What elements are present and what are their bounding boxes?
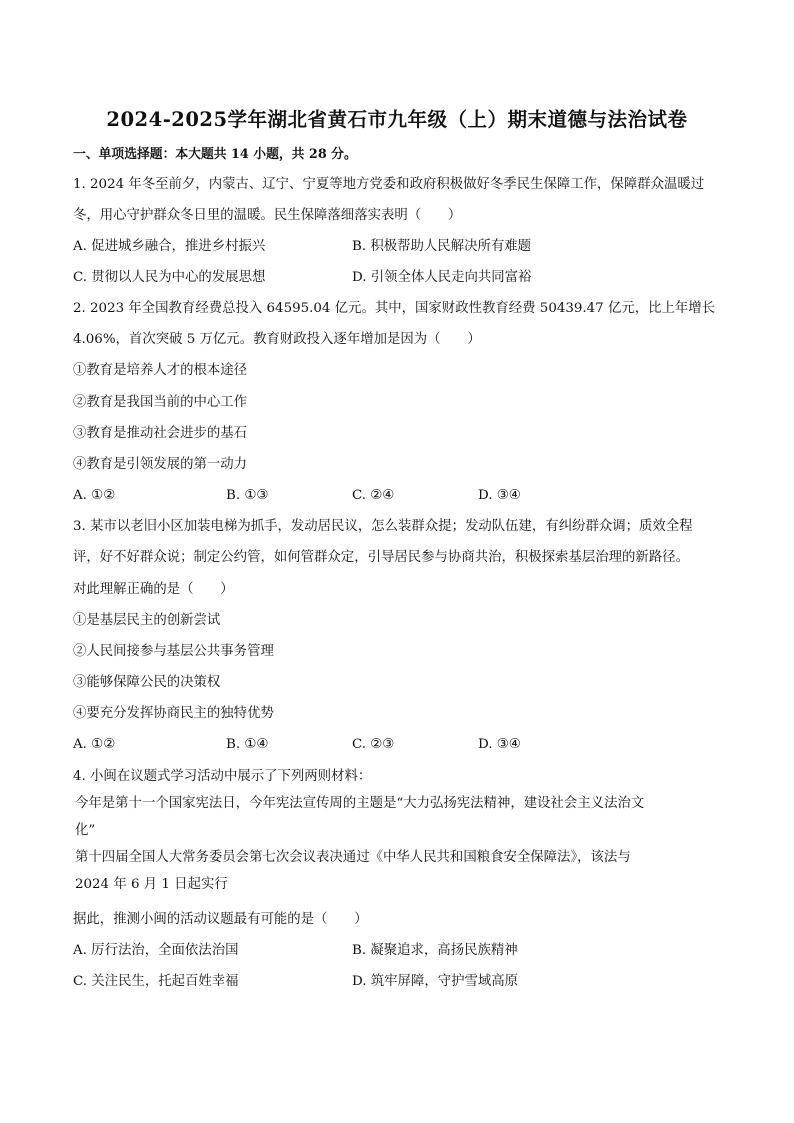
q1-option-b: B. 积极帮助人民解决所有难题 xyxy=(352,239,532,254)
q4-option-a: A. 厉行法治，全面依法治国 xyxy=(73,943,239,958)
q2-statement-2: ②教育是我国当前的中心工作 xyxy=(73,395,248,410)
q2-statement-3: ③教育是推动社会进步的基石 xyxy=(73,426,248,441)
q2-statement-1: ①教育是培养人才的根本途径 xyxy=(73,363,248,378)
q4-material-2-line-2: 2024 年 6 月 1 日起实行 xyxy=(75,877,228,892)
q4-question-line: 据此，推测小闽的活动议题最有可能的是（ ） xyxy=(73,912,368,927)
q3-stem-line-3: 对此理解正确的是（ ） xyxy=(73,582,234,597)
q2-stem-line-2: 4.06%，首次突破 5 万亿元。教育财政投入逐年增加是因为（ ） xyxy=(73,332,481,347)
q3-statement-2: ②人民间接参与基层公共事务管理 xyxy=(73,644,274,659)
q4-option-b: B. 凝聚追求，高扬民族精神 xyxy=(352,943,518,958)
q3-stem-line-2: 评，好不好群众说；制定公约管，如何管群众定，引导居民参与协商共治，积极探索基层治理的新路径。 xyxy=(73,550,689,565)
q3-statement-4: ④要充分发挥协商民主的独特优势 xyxy=(73,706,274,721)
q1-option-d: D. 引领全体人民走向共同富裕 xyxy=(352,270,532,285)
q1-stem-line-2: 冬，用心守护群众冬日里的温暖。民生保障落细落实表明（ ） xyxy=(73,208,462,223)
q4-stem-line-1: 4. 小闽在议题式学习活动中展示了下列两则材料： xyxy=(73,769,372,784)
q2-option-b: B. ①③ xyxy=(226,488,269,503)
q2-stem-line-1: 2. 2023 年全国教育经费总投入 64595.04 亿元。其中，国家财政性教育经费 50439.47 亿元，比上年增长 xyxy=(73,301,716,316)
exam-title: 2024-2025学年湖北省黄石市九年级（上）期末道德与法治试卷 xyxy=(106,108,688,131)
q3-statement-1: ①是基层民主的创新尝试 xyxy=(73,613,221,628)
q3-option-a: A. ①② xyxy=(73,737,116,752)
q4-option-c: C. 关注民生，托起百姓幸福 xyxy=(73,974,239,989)
q3-option-c: C. ②③ xyxy=(352,737,395,752)
q1-option-a: A. 促进城乡融合，推进乡村振兴 xyxy=(73,239,266,254)
q3-option-b: B. ①④ xyxy=(226,737,269,752)
q2-option-d: D. ③④ xyxy=(478,488,521,503)
q1-stem-line-1: 1. 2024 年冬至前夕，内蒙古、辽宁、宁夏等地方党委和政府积极做好冬季民生保障工作，保障群众温暖过 xyxy=(73,177,705,192)
q3-stem-line-1: 3. 某市以老旧小区加装电梯为抓手，发动居民议，怎么装群众提；发动队伍建，有纠纷群众调；质效全程 xyxy=(73,519,693,534)
q1-option-c: C. 贯彻以人民为中心的发展思想 xyxy=(73,270,266,285)
q3-statement-3: ③能够保障公民的决策权 xyxy=(73,675,221,690)
q2-statement-4: ④教育是引领发展的第一动力 xyxy=(73,457,248,472)
section-heading: 一、单项选择题：本大题共 14 小题，共 28 分。 xyxy=(73,147,357,162)
q4-material-1-line-2: 化” xyxy=(75,823,96,838)
q4-material-1-line-1: 今年是第十一个国家宪法日，今年宪法宣传周的主题是“大力弘扬宪法精神，建设社会主义法治文 xyxy=(75,796,645,811)
q3-option-d: D. ③④ xyxy=(478,737,521,752)
q4-option-d: D. 筑牢屏障，守护雪域高原 xyxy=(352,974,519,989)
q2-option-c: C. ②④ xyxy=(352,488,395,503)
q4-material-2-line-1: 第十四届全国人大常务委员会第七次会议表决通过《中华人民共和国粮食安全保障法》，该法与 xyxy=(75,850,631,865)
q2-option-a: A. ①② xyxy=(73,488,116,503)
